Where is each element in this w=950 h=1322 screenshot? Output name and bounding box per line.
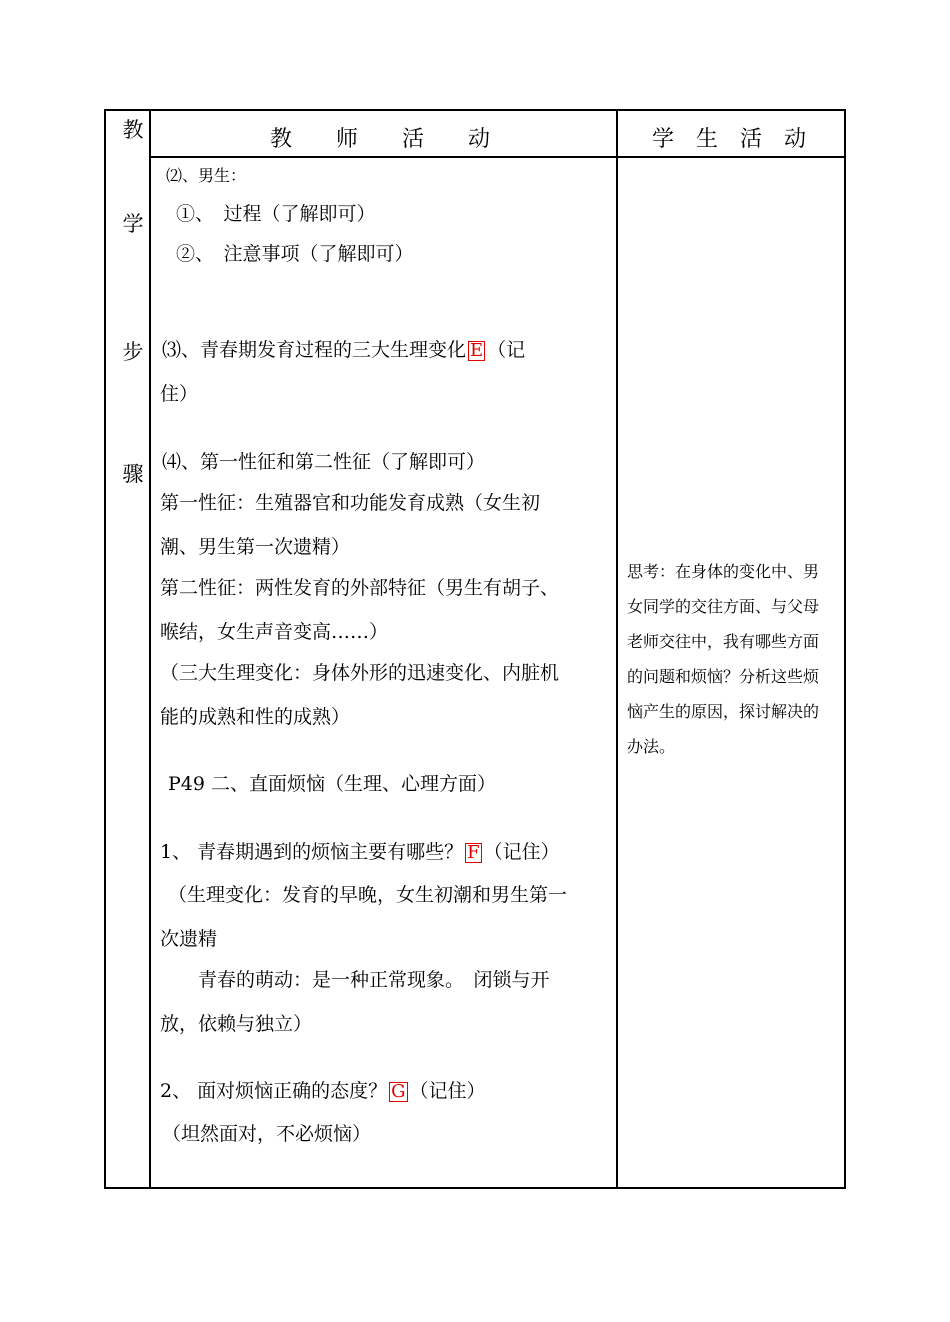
q1-line — [160, 841, 560, 863]
side-label-char-4: 骤 — [122, 462, 144, 486]
q1-detail-4: 放，依赖与独立） — [160, 1013, 313, 1035]
note-mark-g: G — [391, 1081, 406, 1102]
student-activity-header: 学 生 活 动 — [652, 127, 807, 152]
q2-detail: （坦然面对，不必烦恼） — [162, 1123, 372, 1145]
first-sex-line-2: 潮、男生第一次遗精） — [160, 536, 351, 558]
think-line-3: 老师交往中，我有哪些方面 — [627, 632, 820, 651]
q1-detail-1: （生理变化：发育的早晚，女生初潮和男生第一 — [168, 884, 568, 906]
second-sex-line-1: 第二性征：两性发育的外部特征（男生有胡子、 — [160, 577, 560, 599]
note-mark-e: E — [470, 340, 484, 361]
student-think-prompt — [627, 554, 843, 764]
q2-tail: （记住） — [409, 1080, 486, 1102]
boys-item-2: ②、 注意事项（了解即可） — [176, 243, 414, 265]
p3-text: ⑶、青春期发育过程的三大生理变化 — [162, 339, 467, 361]
think-line-6: 办法。 — [627, 737, 676, 756]
side-label-char-1: 教 — [122, 118, 144, 142]
table-top-border — [104, 109, 846, 111]
note-mark-f: F — [467, 842, 480, 863]
boys-item-1: ①、 过程（了解即可） — [176, 203, 376, 225]
q1-detail-3: 青春的萌动：是一种正常现象。 闭锁与开 — [198, 969, 550, 991]
q2-text: 2、 面对烦恼正确的态度？ — [160, 1080, 388, 1102]
q1-detail-2: 次遗精 — [160, 928, 218, 950]
side-column-divider — [149, 109, 151, 1189]
table-left-border — [104, 109, 106, 1189]
think-line-5: 恼产生的原因，探讨解决的 — [627, 702, 820, 721]
second-sex-line-2: 喉结，女生声音变高……） — [160, 621, 389, 643]
think-line-2: 女同学的交往方面、与父母 — [627, 597, 820, 616]
side-label-char-3: 步 — [122, 340, 144, 364]
side-label-char-2: 学 — [122, 212, 144, 236]
table-bottom-border — [104, 1187, 846, 1189]
p3-line-2: 住） — [160, 383, 199, 405]
p3-tail: （记 — [487, 339, 526, 361]
first-sex-line-1: 第一性征：生殖器官和功能发育成熟（女生初 — [160, 492, 541, 514]
teacher-activity-header: 教 师 活 动 — [270, 127, 491, 152]
section2-title: P49 二、直面烦恼（生理、心理方面） — [168, 773, 497, 795]
table-right-border — [844, 109, 846, 1189]
three-changes-line-2: 能的成熟和性的成熟） — [160, 706, 351, 728]
q1-tail: （记住） — [483, 841, 560, 863]
activity-column-divider — [616, 109, 618, 1189]
think-line-4: 的问题和烦恼？分析这些烦 — [627, 667, 820, 686]
think-line-1: 思考：在身体的变化中、男 — [627, 562, 820, 581]
p3-line — [162, 339, 525, 361]
q1-text: 1、 青春期遇到的烦恼主要有哪些？ — [160, 841, 464, 863]
p4-title: ⑷、第一性征和第二性征（了解即可） — [162, 451, 486, 473]
boys-title: ⑵、男生： — [166, 166, 247, 185]
q2-line — [160, 1080, 486, 1102]
three-changes-line-1: （三大生理变化：身体外形的迅速变化、内脏机 — [160, 662, 560, 684]
header-divider — [150, 156, 846, 158]
